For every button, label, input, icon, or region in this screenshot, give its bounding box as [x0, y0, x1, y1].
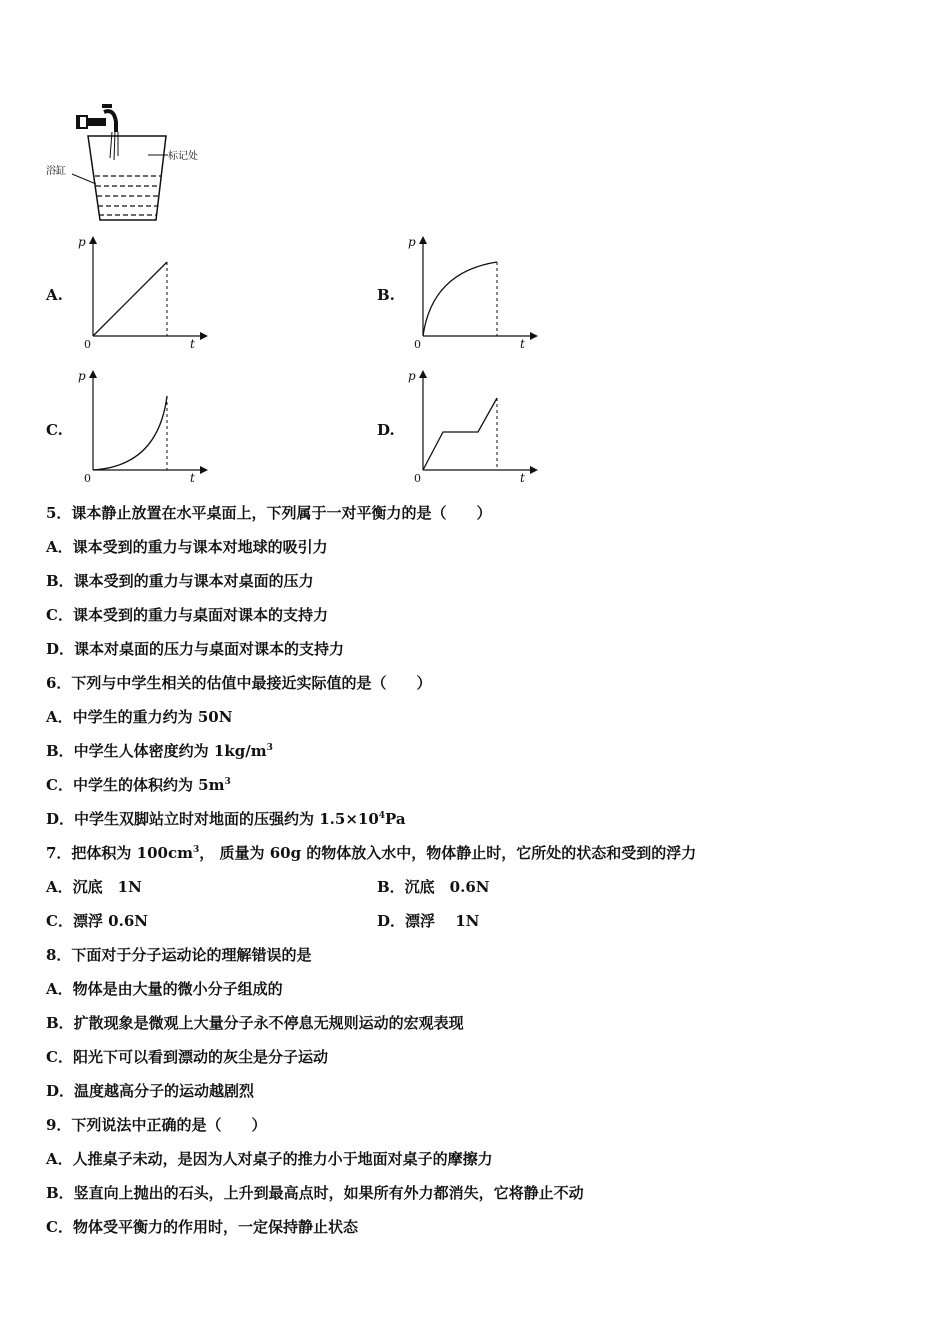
y-axis-label: p	[408, 369, 416, 383]
bath-label: 浴缸	[46, 166, 66, 177]
q7-option-d: D．漂浮 1N	[377, 912, 480, 930]
option-c-label: C.	[46, 421, 63, 439]
q7-option-c: C．漂浮 0.6N	[46, 912, 148, 930]
q9-option-a: A．人推桌子未动，是因为人对桌子的推力小于地面对桌子的摩擦力	[46, 1150, 493, 1168]
q6-option-a: A．中学生的重力约为 50N	[46, 708, 233, 726]
q7-stem: 7．把体积为 $100cm^3$， 质量为 60g 的物体放入水中，物体静止时，它所处的状态和受到的浮力	[46, 844, 697, 862]
graph-option-b	[410, 232, 540, 350]
q5-option-d: D．课本对桌面的压力与桌面对课本的支持力	[46, 640, 345, 658]
q6-option-b: B．中学生人体密度约为 $1kg/m^3$	[46, 742, 273, 760]
q9-stem: 9．下列说法中正确的是（ ）	[46, 1116, 267, 1134]
q5-option-b: B．课本受到的重力与课本对桌面的压力	[46, 572, 314, 590]
origin-label: 0	[414, 472, 421, 485]
q8-stem: 8．下面对于分子运动论的理解错误的是	[46, 946, 312, 964]
q6-option-d: D．中学生双脚站立时对地面的压强约为 $1.5\times 10^4Pa$	[46, 810, 406, 828]
q5-option-a: A．课本受到的重力与课本对地球的吸引力	[46, 538, 328, 556]
x-axis-label: t	[520, 337, 525, 351]
q8-option-d: D．温度越高分子的运动越剧烈	[46, 1082, 255, 1100]
q5-option-c: C．课本受到的重力与桌面对课本的支持力	[46, 606, 328, 624]
origin-label: 0	[414, 338, 421, 351]
q6-stem: 6．下列与中学生相关的估值中最接近实际值的是（ ）	[46, 674, 432, 692]
q8-option-b: B．扩散现象是微观上大量分子永不停息无规则运动的宏观表现	[46, 1014, 464, 1032]
curve-concave-up	[93, 396, 167, 470]
option-b-label: B.	[377, 286, 395, 304]
q6-option-c: C．中学生的体积约为 $5m^3$	[46, 776, 231, 794]
y-axis-label: p	[78, 369, 86, 383]
option-d-label: D.	[377, 421, 395, 439]
q8-option-c: C．阳光下可以看到漂动的灰尘是分子运动	[46, 1048, 328, 1066]
y-axis-label: p	[78, 235, 86, 249]
q7-option-b: B．沉底 0.6N	[377, 878, 490, 896]
graph-option-c	[80, 366, 210, 484]
q9-option-b: B．竖直向上抛出的石头，上升到最高点时，如果所有外力都消失，它将静止不动	[46, 1184, 584, 1202]
y-axis-label: p	[408, 235, 416, 249]
curve-concave-down	[423, 262, 497, 336]
origin-label: 0	[84, 338, 91, 351]
origin-label: 0	[84, 472, 91, 485]
x-axis-label: t	[190, 337, 195, 351]
x-axis-label: t	[190, 471, 195, 485]
q8-option-a: A．物体是由大量的微小分子组成的	[46, 980, 283, 998]
curve-piecewise	[423, 398, 497, 470]
q9-option-c: C．物体受平衡力的作用时，一定保持静止状态	[46, 1218, 358, 1236]
q7-option-a: A．沉底 1N	[46, 878, 142, 896]
bathtub-figure	[44, 98, 224, 228]
graph-option-a	[80, 232, 210, 350]
option-a-label: A.	[46, 286, 63, 304]
curve-linear	[93, 262, 167, 336]
q5-stem: 5．课本静止放置在水平桌面上，下列属于一对平衡力的是（ ）	[46, 504, 492, 522]
mark-label: 标记处	[168, 151, 198, 162]
graph-option-d	[410, 366, 540, 484]
x-axis-label: t	[520, 471, 525, 485]
